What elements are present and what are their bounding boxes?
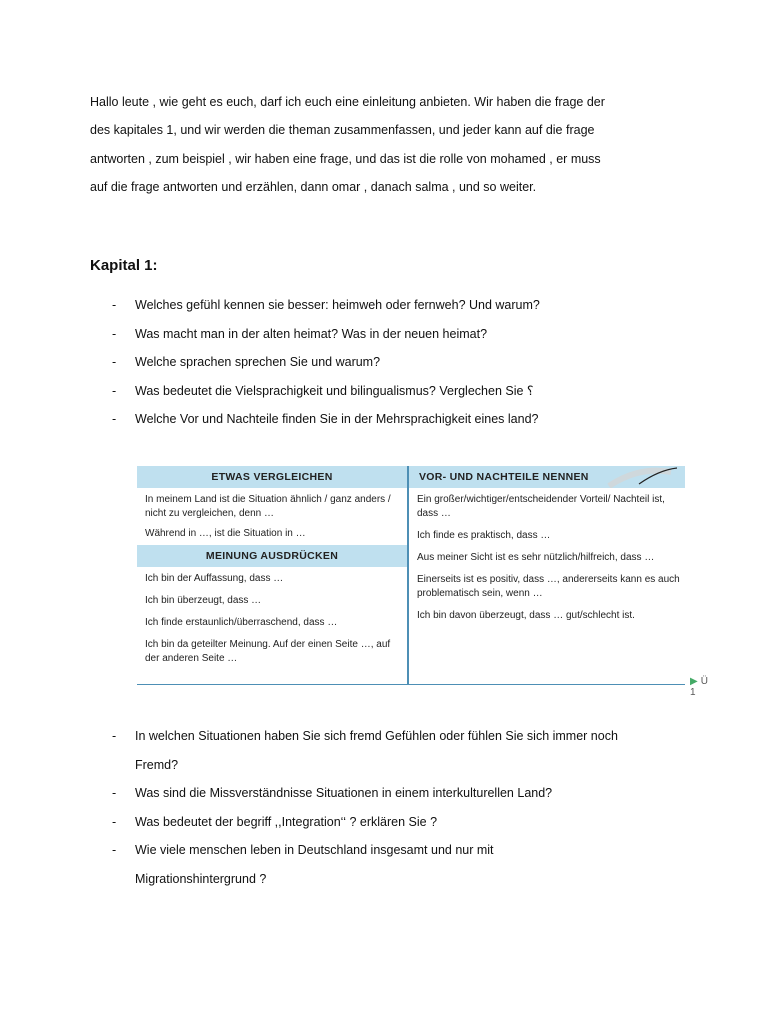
question-text: Welche Vor und Nachteile finden Sie in der Mehrsprachigkeit eines land? [135,412,539,426]
table-cell: Ein großer/wichtiger/entscheidender Vorteil/ Nachteil ist, dass … [417,494,665,519]
question-text: Wie viele menschen leben in Deutschland insgesamt und nur mit [135,843,494,857]
section-heading: Kapital 1: [90,257,158,274]
table-header-meinung: MEINUNG AUSDRÜCKEN [137,545,407,567]
table-cell: Ich finde erstaunlich/überraschend, dass … [145,617,338,628]
intro-line: des kapitales 1, und wir werden die theman zusammenfassen, und jeder kann auf die frage [90,123,595,138]
play-arrow-icon: ▶ [690,676,698,687]
question-text-continued: Migrationshintergrund ? [135,871,267,886]
question-text: In welchen Situationen haben Sie sich fremd Gefühlen oder fühlen Sie sich immer noch [135,729,618,743]
table-cell: Ich bin der Auffassung, dass … [145,573,284,584]
bullet-dash: - [112,383,117,398]
table-cell: Ich bin davon überzeugt, dass … gut/schlecht ist. [417,610,635,621]
table-cell: Ich bin überzeugt, dass … [145,595,262,606]
table-cell: Während in …, ist die Situation in … [145,528,306,539]
list-item [112,377,672,406]
bullet-dash: - [112,786,117,800]
question-text: Was bedeutet die Vielsprachigkeit und bilingualismus? Verglechen Sie ؟ [135,383,534,398]
question-text: Was bedeutet der begriff ,,Integration‘‘ ? erklären Sie ? [135,814,438,829]
table-cell: In meinem Land ist die Situation ähnlich / ganz anders / nicht zu vergleichen, denn … [145,494,391,519]
table-cell: Ich bin da geteilter Meinung. Auf der einen Seite …, auf der anderen Seite … [145,639,391,664]
intro-line: antworten , zum beispiel , wir haben eine frage, und das ist die rolle von mohamed , er muss [90,151,601,166]
list-item [112,320,672,349]
list-item [112,808,672,837]
table-header-vor-nachteile: VOR- UND NACHTEILE NENNEN [409,466,685,488]
bullet-dash: - [112,412,117,426]
list-item [112,405,672,434]
exercise-pointer [690,676,708,698]
table-cell: Ich finde es praktisch, dass … [417,530,551,541]
table-header-vergleichen: ETWAS VERGLEICHEN [137,466,407,488]
bullet-dash: - [112,814,117,829]
table-right-column [409,466,685,626]
question-text: Welche sprachen sprechen Sie und warum? [135,355,381,369]
question-list-2 [112,722,672,893]
list-item [112,722,672,779]
intro-paragraph [90,93,690,206]
question-text: Was sind die Missverständnisse Situationen in einem interkulturellen Land? [135,786,553,800]
table-cell: Aus meiner Sicht ist es sehr nützlich/hilfreich, dass … [417,552,655,563]
exercise-number: Ü 1 [690,676,708,698]
bullet-dash: - [112,843,117,857]
bullet-dash: - [112,298,117,312]
question-text-continued: Fremd? [135,757,179,772]
bullet-dash: - [112,355,117,369]
intro-line: auf die frage antworten und erzählen, dann omar , danach salma , und so weiter. [90,179,537,194]
question-text: Welches gefühl kennen sie besser: heimweh oder fernweh? Und warum? [135,298,540,312]
list-item [112,348,672,377]
decorative-swoosh-icon [599,466,679,488]
phrase-table [137,466,708,698]
bullet-dash: - [112,729,117,743]
list-item [112,291,672,320]
table-cell: Einerseits ist es positiv, dass …, andererseits kann es auch problematisch sein, wenn … [417,574,680,599]
table-bottom-rule [137,684,685,685]
bullet-dash: - [112,326,117,341]
table-left-column [137,466,407,669]
intro-line: Hallo leute , wie geht es euch, darf ich euch eine einleitung anbieten. Wir haben die frage der [90,95,605,109]
question-list-1 [112,291,672,434]
list-item [112,836,672,893]
list-item [112,779,672,808]
question-text: Was macht man in der alten heimat? Was in der neuen heimat? [135,326,488,341]
